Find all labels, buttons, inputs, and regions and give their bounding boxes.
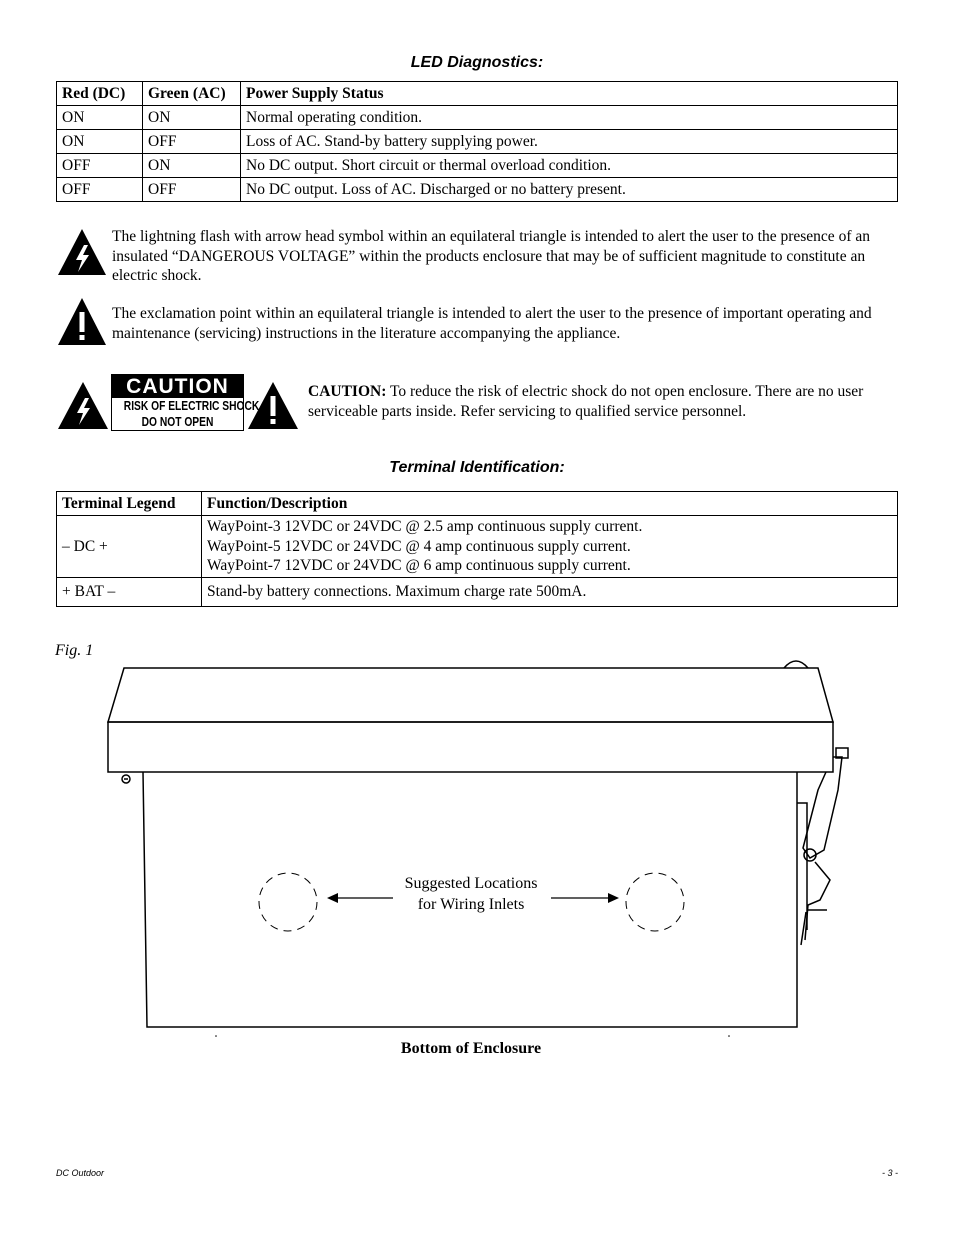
figure-label: Fig. 1 [55,642,94,659]
caution-text [308,382,894,421]
table-cell: OFF [143,130,241,154]
description-line: WayPoint-3 12VDC or 24VDC @ 2.5 amp continuous supply current. [207,518,643,536]
table-cell: ON [143,154,241,178]
table-cell: No DC output. Short circuit or thermal overload condition. [241,154,898,178]
table-row [57,178,898,202]
column-header: Power Supply Status [241,82,898,106]
terminal-legend: – DC + [57,516,202,578]
table-row [57,578,898,607]
table-header-row [57,82,898,106]
footer-left: DC Outdoor [56,1168,105,1178]
caution-lead: CAUTION: [308,383,387,400]
caution-label [111,374,260,431]
inlet-callout-line2: for Wiring Inlets [417,896,525,913]
terminal-identification-title: Terminal Identification: [389,459,565,476]
table-cell: OFF [57,154,143,178]
table-cell: OFF [57,178,143,202]
table-cell: ON [57,130,143,154]
terminal-description [202,578,898,607]
table-row [57,516,898,578]
exclamation-triangle-icon [247,381,299,430]
exclamation-triangle-icon [57,297,107,346]
inlet-callout-line1: Suggested Locations [404,875,538,892]
column-header: Function/Description [202,492,898,516]
table-header-row [57,492,898,516]
table-cell: ON [57,106,143,130]
led-diagnostics-title: LED Diagnostics: [410,54,544,71]
terminal-description [202,516,898,578]
column-header: Green (AC) [143,82,241,106]
lightning-warning-text: The lightning flash with arrow head symbol within an equilateral triangle is intended to alert the user to the presence of an insulated “DANGEROUS VOLTAGE” within the products enclosure that may be of sufficient magnitude to constitute an electric shock. [112,228,870,284]
table-row [57,154,898,178]
table-cell: OFF [143,178,241,202]
caution-label-line1: RISK OF ELECTRIC SHOCK [123,399,260,413]
lightning-triangle-icon [57,381,109,430]
caution-label-line2: DO NOT OPEN [141,415,214,429]
column-header: Red (DC) [57,82,143,106]
table-row [57,106,898,130]
caution-label-title: CAUTION [112,375,243,398]
description-line: Stand-by battery connections. Maximum charge rate 500mA. [207,583,587,600]
table-cell: No DC output. Loss of AC. Discharged or no battery present. [241,178,898,202]
column-header: Terminal Legend [57,492,202,516]
terminal-table [56,491,898,607]
table-cell: Loss of AC. Stand-by battery supplying power. [241,130,898,154]
figure-caption: Bottom of Enclosure [400,1040,542,1057]
table-row [57,130,898,154]
table-cell: Normal operating condition. [241,106,898,130]
terminal-legend: + BAT – [57,578,202,607]
caution-body: To reduce the risk of electric shock do not open enclosure. There are no user serviceable parts inside. Refer servicing to qualified service personnel. [308,383,864,420]
led-diagnostics-table [56,81,898,202]
lightning-triangle-icon [57,228,107,276]
inlet-callout [371,873,571,915]
description-line: WayPoint-5 12VDC or 24VDC @ 4 amp continuous supply current. [207,537,631,555]
exclamation-warning-text: The exclamation point within an equilateral triangle is intended to alert the user to the presence of important operating and maintenance (servicing) instructions in the literature accompanying the appliance. [112,305,872,342]
page-number: - 3 - [881,1168,898,1178]
description-line: WayPoint-7 12VDC or 24VDC @ 6 amp continuous supply current. [207,557,631,575]
table-cell: ON [143,106,241,130]
enclosure-drawing [100,655,860,1045]
